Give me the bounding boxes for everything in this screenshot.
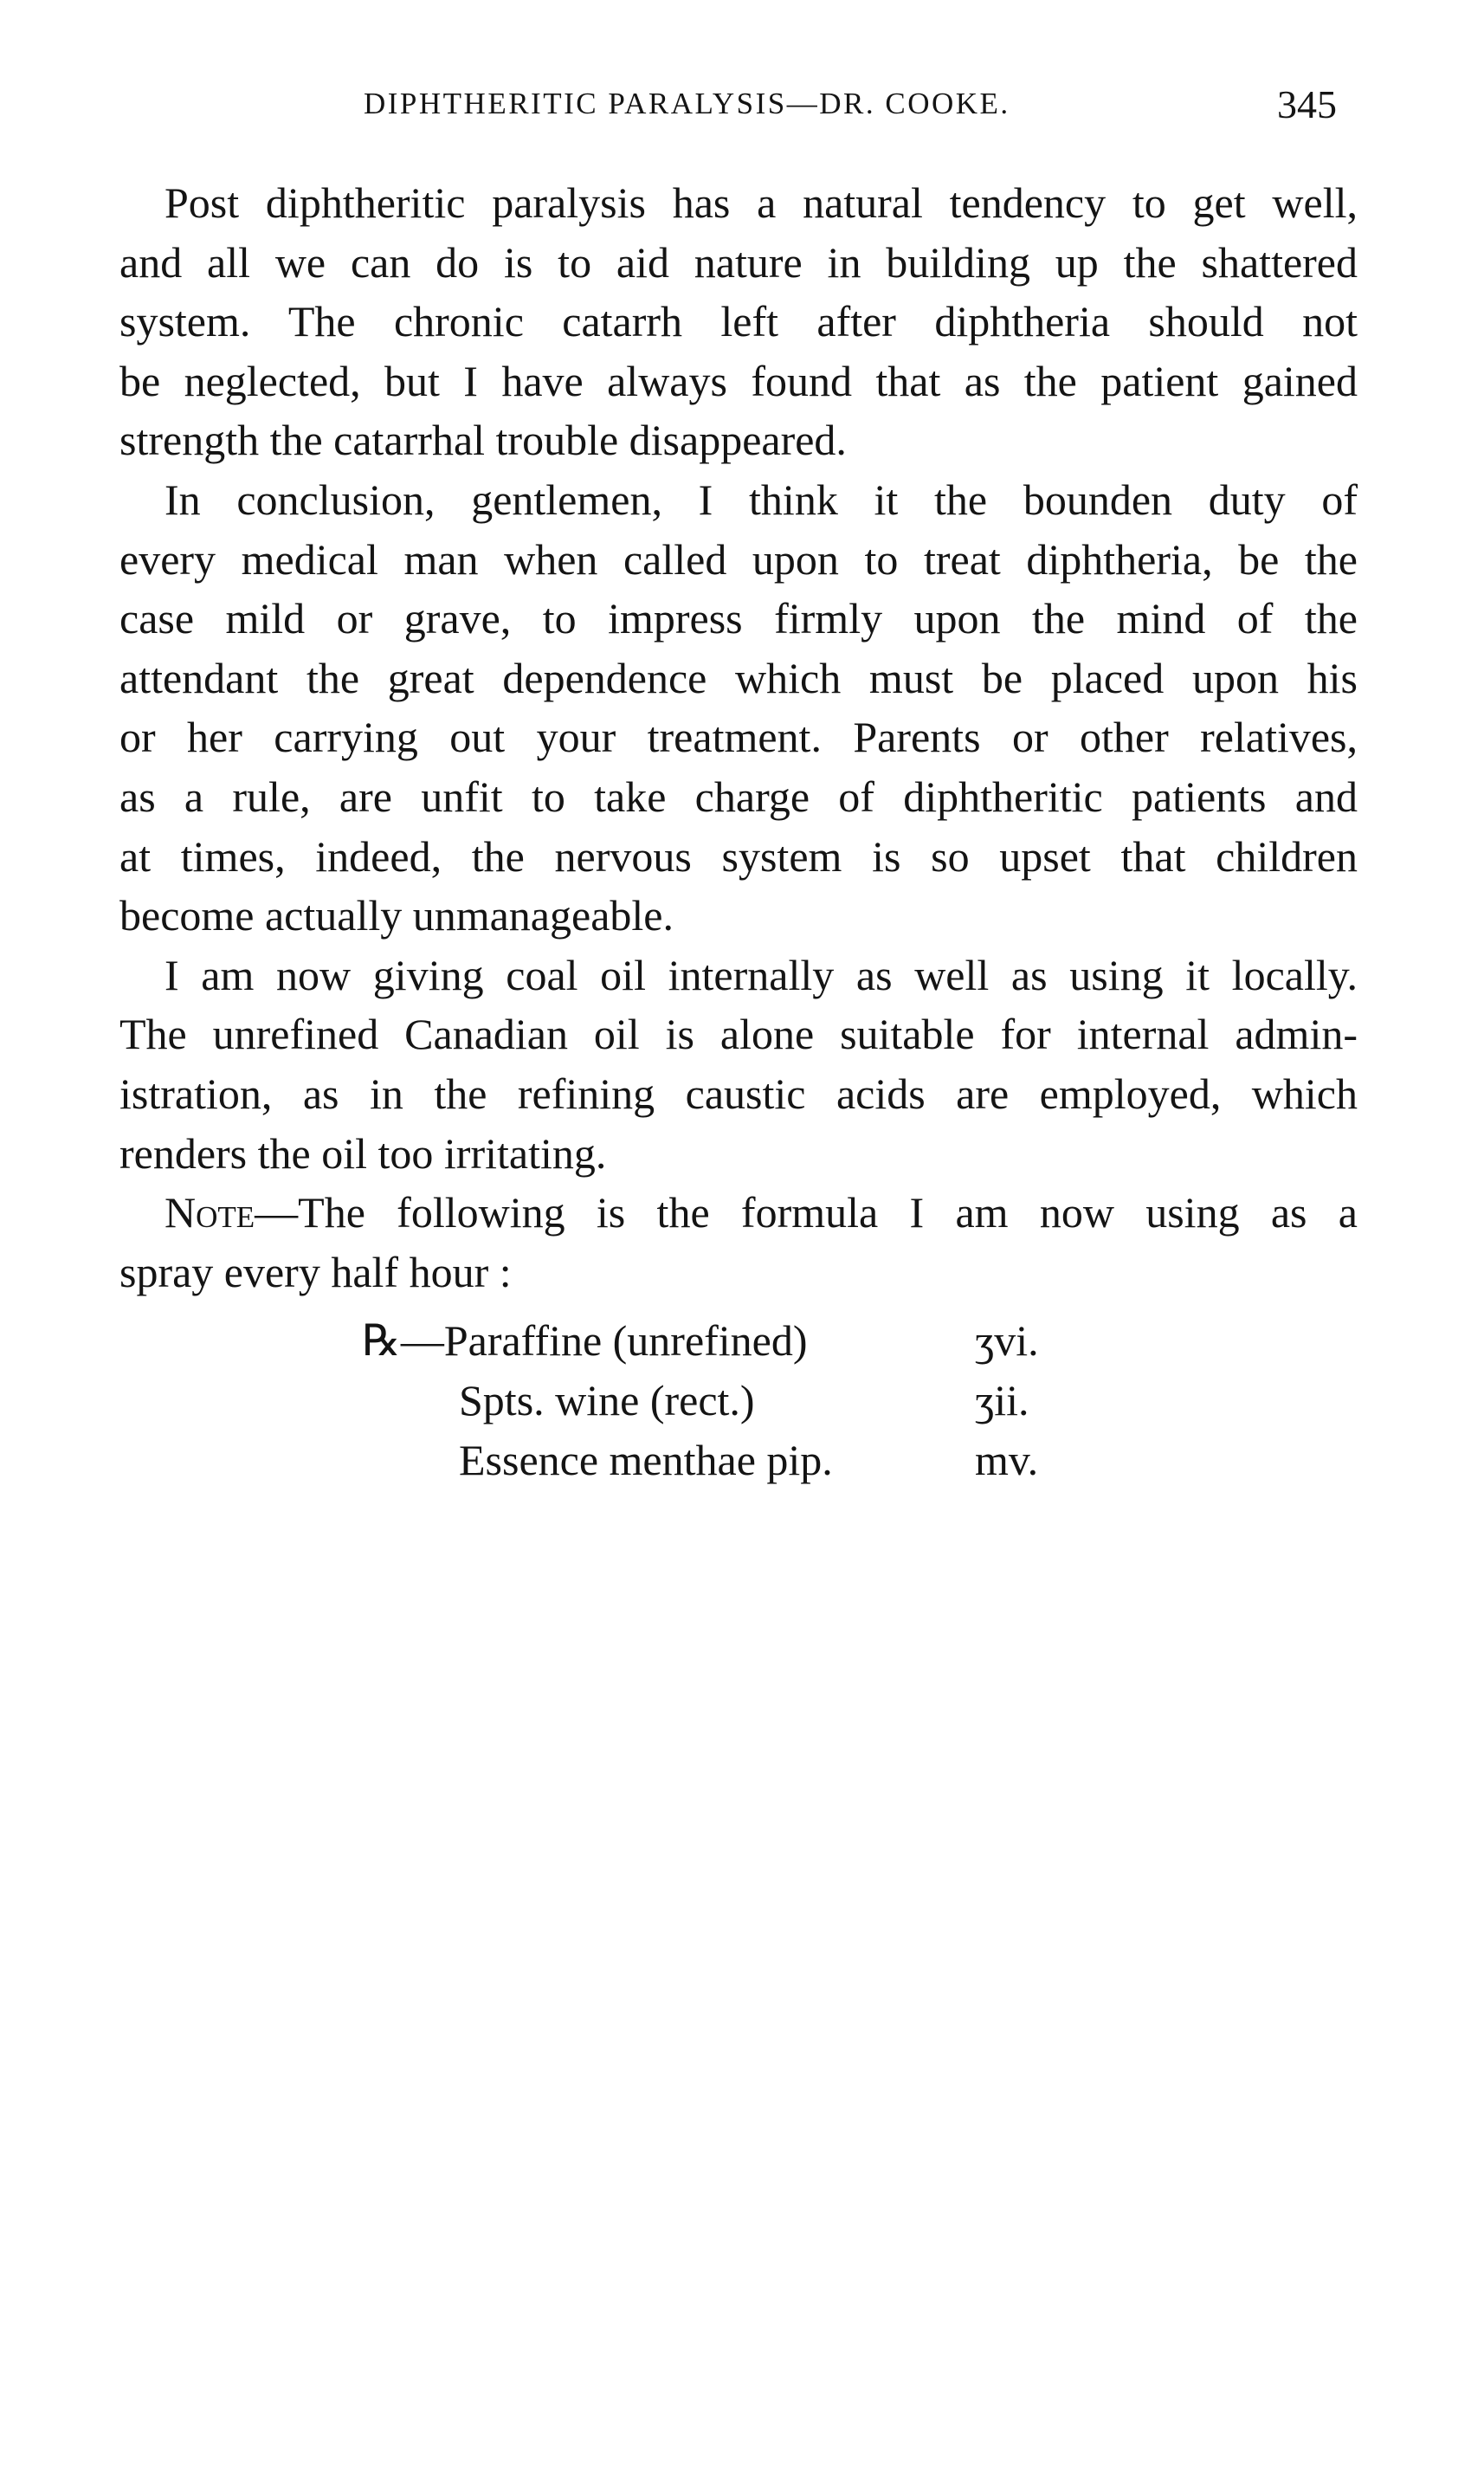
text-line: every medical man when called upon to treat diphtheria, be the	[119, 534, 1358, 584]
prescription	[362, 1311, 1141, 1490]
text-line: The unrefined Canadian oil is alone suitable for internal admin-	[119, 1010, 1358, 1059]
text-line: In conclusion, gentlemen, I think it the bounden duty of	[165, 475, 1358, 524]
page-number: 345	[1277, 82, 1337, 126]
text-line: system. The chronic catarrh left after diphtheria should not	[119, 297, 1358, 346]
text-line: be neglected, but I have always found that as the patient gained	[119, 356, 1358, 405]
text-line: strength the catarrhal trouble disappeared.	[119, 416, 847, 465]
text-line: and all we can do is to aid nature in building up the shattered	[119, 237, 1358, 287]
running-head	[0, 82, 1484, 139]
text-line: spray every half hour :	[119, 1247, 512, 1296]
text-line: Post diphtheritic paralysis has a natural tendency to get well,	[165, 178, 1358, 227]
running-title: DIPHTHERITIC PARALYSIS—DR. COOKE.	[364, 87, 1010, 120]
prescription-item	[362, 1431, 1141, 1490]
text-line: istration, as in the refining caustic acids are employed, which	[119, 1069, 1358, 1118]
prescription-dose: ʒii.	[975, 1376, 1029, 1424]
prescription-ingredient: Essence menthae pip.	[459, 1436, 833, 1484]
text-line: attendant the great dependence which must be placed upon his	[119, 653, 1358, 702]
prescription-ingredient: ℞—Paraffine (unrefined)	[362, 1316, 808, 1365]
text-line: or her carrying out your treatment. Parents or other relatives,	[119, 713, 1358, 762]
note-label: Note	[165, 1188, 255, 1237]
prescription-dose: mv.	[975, 1436, 1039, 1484]
prescription-dose: ʒvi.	[975, 1316, 1039, 1365]
prescription-item	[362, 1311, 1141, 1371]
text-line: at times, indeed, the nervous system is so upset that children	[119, 831, 1358, 881]
note-line	[119, 1183, 1358, 1243]
prescription-item	[362, 1371, 1141, 1431]
text-line: I am now giving coal oil internally as well as using it locally.	[165, 950, 1358, 999]
text-line: become actually unmanageable.	[119, 891, 674, 940]
text-line: as a rule, are unfit to take charge of diphtheritic patients and	[119, 772, 1358, 821]
text-line: renders the oil too irritating.	[119, 1128, 607, 1178]
text-line: case mild or grave, to impress firmly upon the mind of the	[119, 594, 1358, 643]
prescription-ingredient: Spts. wine (rect.)	[459, 1376, 755, 1424]
note-text: —The following is the formula I am now using as a	[255, 1188, 1358, 1237]
article-body	[119, 173, 1358, 1302]
